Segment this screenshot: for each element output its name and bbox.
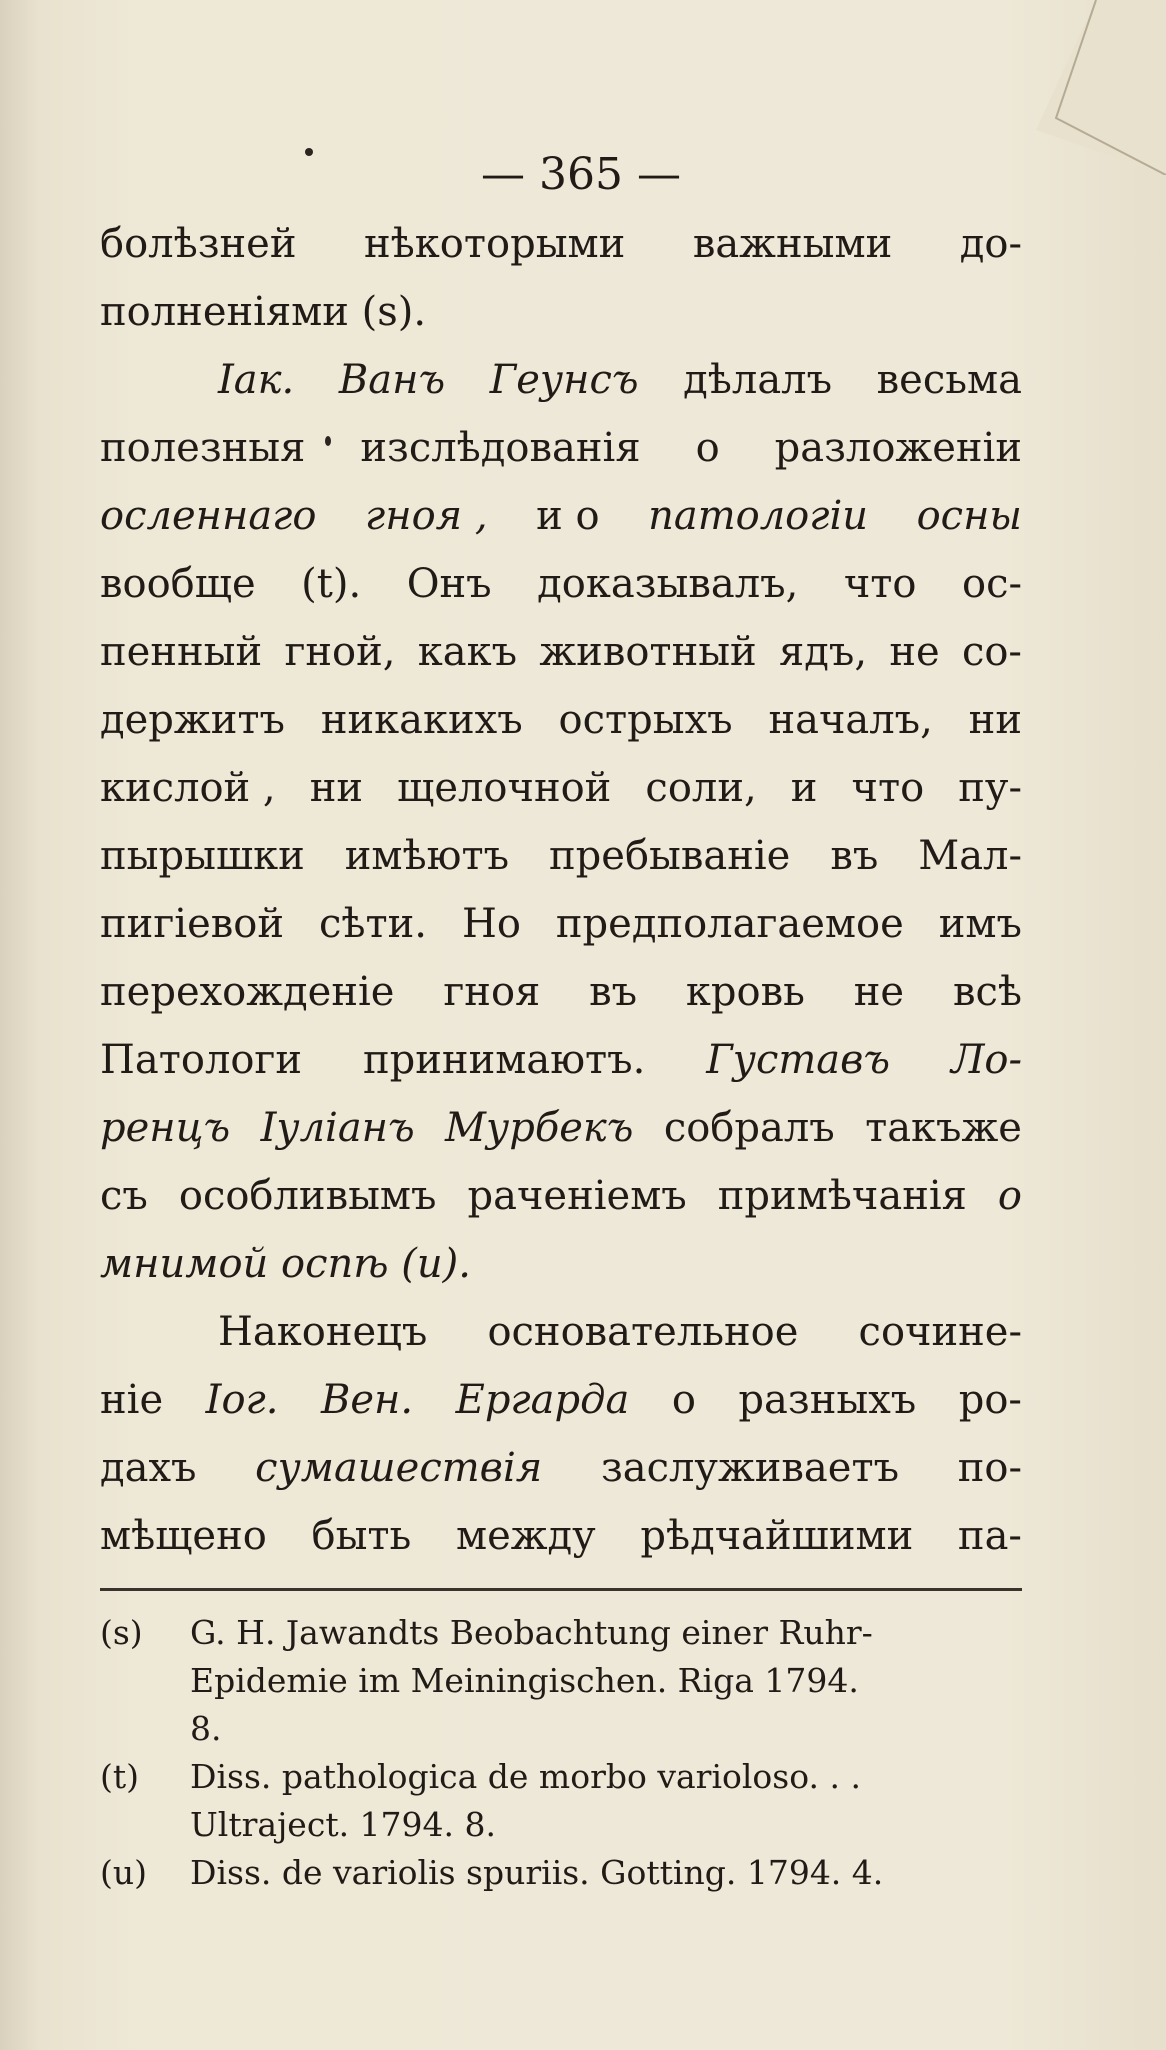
footnote-mark: (s) bbox=[100, 1613, 143, 1652]
folded-corner bbox=[1036, 0, 1166, 175]
text-line: Патологи принимаютъ. Густавъ Ло- bbox=[100, 1037, 1022, 1083]
text-line: полненіями (s). bbox=[100, 289, 427, 335]
text-line: пенный гной, какъ животный ядъ, не со- bbox=[100, 629, 1022, 675]
text-line: Іак. Ванъ Геунсъ дѣлалъ весьма bbox=[218, 357, 1022, 403]
text-line: перехожденіе гноя въ кровь не всѣ bbox=[100, 969, 1022, 1015]
footnotes bbox=[100, 1609, 1022, 1897]
text-line: болѣзней нѣкоторыми важными до- bbox=[100, 221, 1022, 267]
text-line: держитъ никакихъ острыхъ началъ, ни bbox=[100, 697, 1022, 743]
text-line: осленнаго гноя , и о патологіи осны bbox=[100, 493, 1022, 539]
main-text bbox=[100, 140, 1022, 1897]
text-line: мѣщено быть между рѣдчайшими па- bbox=[100, 1513, 1022, 1559]
text-line: съ особливымъ раченіемъ примѣчанія о bbox=[100, 1173, 1022, 1219]
footnote-t: (t) Diss. pathologica de morbo varioloso. . . bbox=[100, 1753, 1022, 1801]
text-line: пигіевой сѣти. Но предполагаемое имъ bbox=[100, 901, 1022, 947]
page-number: — 365 — bbox=[481, 149, 681, 200]
text-line: полезныя изслѣдованія о разложеніи bbox=[100, 425, 1022, 471]
footnote-s-continuation: Epidemie im Meiningischen. Riga 1794. bbox=[190, 1661, 859, 1700]
footnote-s: (s) G. H. Jawandts Beobachtung einer Ruhr- bbox=[100, 1609, 1022, 1657]
footnote-mark: (u) bbox=[100, 1853, 148, 1892]
text-line: мнимой оспѣ (u). bbox=[100, 1241, 471, 1287]
footnote-divider bbox=[100, 1588, 1022, 1591]
text-line: ніе Іог. Вен. Ергарда о разныхъ ро- bbox=[100, 1377, 1022, 1423]
text-line: вообще (t). Онъ доказывалъ, что ос- bbox=[100, 561, 1022, 607]
footnote-t-continuation: Ultraject. 1794. 8. bbox=[190, 1805, 497, 1844]
text-line: дахъ сумашествія заслуживаетъ по- bbox=[100, 1445, 1022, 1491]
text-line: пырышки имѣютъ пребываніе въ Мал- bbox=[100, 833, 1022, 879]
text-line: Наконецъ основательное сочине- bbox=[218, 1309, 1022, 1355]
text-line: кислой , ни щелочной соли, и что пу- bbox=[100, 765, 1022, 811]
text-line: ренцъ Іуліанъ Мурбекъ собралъ такъже bbox=[100, 1105, 1022, 1151]
footnote-s-continuation: 8. bbox=[190, 1709, 222, 1748]
footnote-u: (u) Diss. de variolis spuriis. Gotting. 1794. 4. bbox=[100, 1849, 1022, 1897]
footnote-mark: (t) bbox=[100, 1757, 140, 1796]
